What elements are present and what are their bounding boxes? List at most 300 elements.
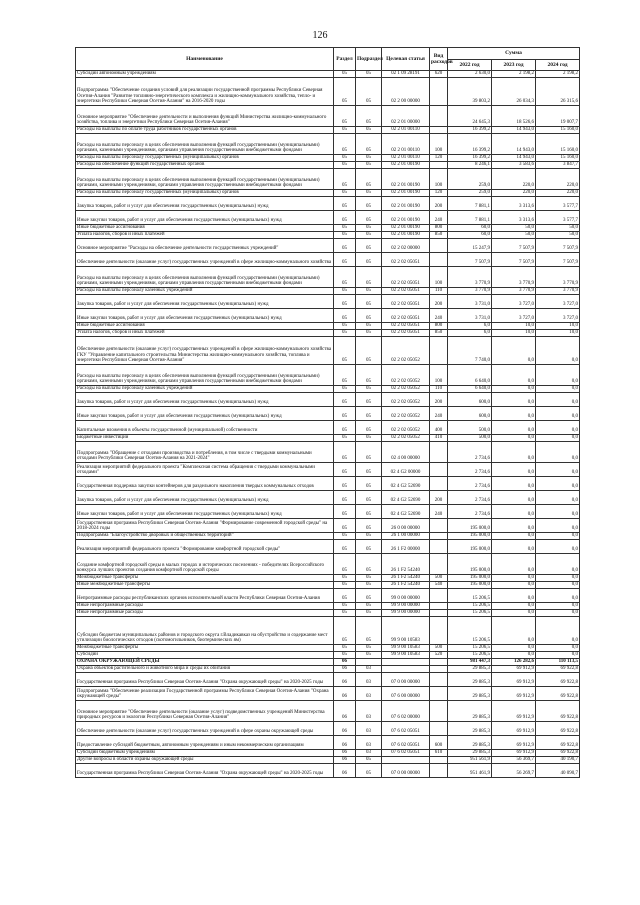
- cell-target-article: 02 4 G2 52690: [382, 477, 430, 491]
- cell-sum-2024: 2 198,2: [536, 71, 580, 78]
- cell-podrazdel: 03: [356, 701, 382, 722]
- cell-sum-2022: 6 640,0: [448, 365, 492, 386]
- cell-target-article: 26 1 00 00000: [382, 533, 430, 540]
- table-row: [76, 519, 580, 533]
- cell-sum-2022: 16 399,2: [448, 127, 492, 134]
- cell-sum-2024: 0,0: [536, 575, 580, 582]
- cell-sum-2022: 6 640,0: [448, 386, 492, 393]
- cell-podrazdel: 05: [356, 330, 382, 337]
- table-row: [76, 365, 580, 386]
- cell-sum-2024: 3 727,0: [536, 309, 580, 323]
- cell-podrazdel: 05: [356, 491, 382, 505]
- cell-expense-type: 100: [430, 365, 448, 386]
- cell-target-article: 02 2 02 05051: [382, 253, 430, 267]
- cell-sum-2024: 0,0: [536, 589, 580, 603]
- cell-razdel: 05: [334, 442, 356, 463]
- table-row: [76, 288, 580, 295]
- cell-sum-2024: 3 847,7: [536, 162, 580, 169]
- cell-name: Обеспечение деятельности (оказание услуг) государственных учреждений в сфере жилищно-коммунального хозяйства ГКУ "Управление капитального строительства Министерства жилищно-коммунального хозяйства, топлива и энергетики Республики Северная Осетия-Алания": [76, 337, 334, 365]
- cell-expense-type: 100: [430, 134, 448, 155]
- table-row: [76, 239, 580, 253]
- cell-razdel: 05: [334, 309, 356, 323]
- cell-sum-2024: 0,0: [536, 603, 580, 610]
- cell-sum-2023: 7 507,9: [492, 253, 536, 267]
- cell-name: Реализация мероприятий федерального проекта "Формирование комфортной городской среды": [76, 540, 334, 554]
- cell-target-article: 26 1 F2 54240: [382, 554, 430, 575]
- header-razdel: Раздел: [334, 48, 356, 71]
- cell-razdel: 05: [334, 197, 356, 211]
- cell-expense-type: 110: [430, 386, 448, 393]
- cell-sum-2023: 0,0: [492, 540, 536, 554]
- cell-name: Иные межбюджетные трансферты: [76, 582, 334, 589]
- table-row: [76, 190, 580, 197]
- cell-razdel: 05: [334, 407, 356, 421]
- cell-sum-2023: 0,0: [492, 442, 536, 463]
- cell-razdel: 05: [334, 463, 356, 477]
- cell-target-article: 99 9 00 10583: [382, 652, 430, 659]
- cell-sum-2024: 69 922,8: [536, 666, 580, 673]
- cell-podrazdel: 05: [356, 533, 382, 540]
- cell-target-article: 07 0 00 00000: [382, 764, 430, 778]
- table-row: [76, 386, 580, 393]
- cell-target-article: 02 2 02 05052: [382, 393, 430, 407]
- cell-razdel: 05: [334, 190, 356, 197]
- cell-sum-2022: 29 885,3: [448, 673, 492, 687]
- cell-podrazdel: [356, 659, 382, 666]
- cell-sum-2024: 3 770,9: [536, 267, 580, 288]
- cell-expense-type: 620: [430, 71, 448, 78]
- cell-expense-type: [430, 722, 448, 736]
- cell-sum-2024: 0,0: [536, 540, 580, 554]
- cell-expense-type: 200: [430, 393, 448, 407]
- cell-sum-2024: 15 160,0: [536, 155, 580, 162]
- cell-target-article: 02 2 02 05052: [382, 421, 430, 435]
- table-row: [76, 337, 580, 365]
- cell-sum-2022: 195 000,0: [448, 540, 492, 554]
- cell-expense-type: [430, 659, 448, 666]
- cell-target-article: 26 0 00 00000: [382, 519, 430, 533]
- cell-target-article: 99 9 00 10583: [382, 617, 430, 645]
- cell-podrazdel: 05: [356, 645, 382, 652]
- cell-podrazdel: 05: [356, 169, 382, 190]
- cell-target-article: 02 2 01 00190: [382, 225, 430, 232]
- table-row: [76, 645, 580, 652]
- header-name: Наименование: [76, 48, 334, 71]
- cell-name: Государственная программа Республики Северная Осетия-Алания "Формирование современной городской среды" на 2018-2024 годы: [76, 519, 334, 533]
- cell-podrazdel: 05: [356, 323, 382, 330]
- cell-sum-2023: 14 943,0: [492, 127, 536, 134]
- cell-sum-2022: 15 206,5: [448, 652, 492, 659]
- cell-sum-2023: 50,0: [492, 225, 536, 232]
- table-row: [76, 757, 580, 764]
- cell-target-article: 02 2 02 05051: [382, 295, 430, 309]
- cell-target-article: 99 9 00 00000: [382, 610, 430, 617]
- cell-sum-2023: 3 770,9: [492, 288, 536, 295]
- cell-sum-2023: 220,0: [492, 190, 536, 197]
- cell-expense-type: [430, 477, 448, 491]
- cell-expense-type: 800: [430, 225, 448, 232]
- table-row: [76, 127, 580, 134]
- cell-sum-2024: 0,0: [536, 491, 580, 505]
- cell-name: Уплата налогов, сборов и иных платежей: [76, 232, 334, 239]
- table-row: [76, 540, 580, 554]
- cell-expense-type: [430, 554, 448, 575]
- cell-sum-2024: 3 577,7: [536, 197, 580, 211]
- cell-sum-2024: 69 922,8: [536, 687, 580, 701]
- cell-sum-2023: 14 943,0: [492, 134, 536, 155]
- cell-sum-2023: 3 727,0: [492, 295, 536, 309]
- cell-sum-2023: 69 912,9: [492, 687, 536, 701]
- cell-name: Иные бюджетные ассигнования: [76, 323, 334, 330]
- cell-sum-2023: 69 912,9: [492, 736, 536, 750]
- cell-podrazdel: 05: [356, 519, 382, 533]
- cell-target-article: 99 9 00 10583: [382, 645, 430, 652]
- cell-sum-2022: 3 770,9: [448, 288, 492, 295]
- cell-expense-type: [430, 463, 448, 477]
- cell-sum-2022: 981 447,3: [448, 659, 492, 666]
- cell-sum-2023: 0,0: [492, 365, 536, 386]
- cell-name: Расходы на обеспечение функций государственных органов: [76, 162, 334, 169]
- cell-target-article: 02 2 01 00110: [382, 155, 430, 162]
- cell-sum-2024: 0,0: [536, 652, 580, 659]
- cell-sum-2024: 0,0: [536, 337, 580, 365]
- cell-expense-type: [430, 617, 448, 645]
- cell-podrazdel: 03: [356, 666, 382, 673]
- cell-razdel: 06: [334, 659, 356, 666]
- cell-sum-2024: 0,0: [536, 645, 580, 652]
- cell-expense-type: 100: [430, 267, 448, 288]
- cell-sum-2024: 0,0: [536, 582, 580, 589]
- cell-sum-2023: 0,0: [492, 491, 536, 505]
- cell-podrazdel: 05: [356, 127, 382, 134]
- cell-name: Государственная программа Республики Северная Осетия-Алания "Охрана окружающей среды" на 2020-2025 годы: [76, 673, 334, 687]
- cell-sum-2023: 10,0: [492, 330, 536, 337]
- cell-sum-2024: 0,0: [536, 610, 580, 617]
- cell-sum-2024: 220,0: [536, 169, 580, 190]
- cell-name: Подпрограмма "Обеспечение реализации Государственной программы Республики Северная Осетия-Алания "Охрана окружающей среды": [76, 687, 334, 701]
- cell-podrazdel: 05: [356, 764, 382, 778]
- budget-table: [75, 47, 580, 778]
- cell-podrazdel: 05: [356, 407, 382, 421]
- cell-razdel: 05: [334, 477, 356, 491]
- cell-podrazdel: 05: [356, 71, 382, 78]
- cell-expense-type: 240: [430, 505, 448, 519]
- cell-target-article: 02 2 02 05051: [382, 309, 430, 323]
- cell-sum-2022: 15 206,5: [448, 589, 492, 603]
- cell-sum-2024: 69 922,8: [536, 673, 580, 687]
- cell-podrazdel: 03: [356, 722, 382, 736]
- cell-name: Иные непрограммные расходы: [76, 610, 334, 617]
- cell-expense-type: 400: [430, 421, 448, 435]
- cell-sum-2023: 26 034,3: [492, 78, 536, 106]
- cell-name: Основное мероприятие "Расходы на обеспечение деятельности государственных учреждений": [76, 239, 334, 253]
- cell-name: ОХРАНА ОКРУЖАЮЩЕЙ СРЕДЫ: [76, 659, 334, 666]
- cell-podrazdel: 05: [356, 652, 382, 659]
- table-row: [76, 589, 580, 603]
- cell-podrazdel: 05: [356, 603, 382, 610]
- cell-sum-2023: 7 507,9: [492, 239, 536, 253]
- cell-razdel: 05: [334, 505, 356, 519]
- cell-target-article: 02 4 G2 52690: [382, 491, 430, 505]
- cell-expense-type: [430, 78, 448, 106]
- cell-razdel: 05: [334, 239, 356, 253]
- cell-expense-type: [430, 442, 448, 463]
- cell-name: Закупка товаров, работ и услуг для обеспечения государственных (муниципальных) нужд: [76, 393, 334, 407]
- cell-razdel: 05: [334, 421, 356, 435]
- cell-name: Основное мероприятие "Обеспечение деятельности и выполнения функций Министерства жилищно-коммунального хозяйства, топлива и энергетики Республики Северная Осетия-Алания": [76, 106, 334, 127]
- cell-name: Межбюджетные трансферты: [76, 575, 334, 582]
- cell-razdel: 06: [334, 701, 356, 722]
- cell-target-article: 02 2 02 05051: [382, 323, 430, 330]
- cell-target-article: 02 2 01 00000: [382, 106, 430, 127]
- cell-name: Подпрограмма "Обеспечение создания условий для реализации государственной программы Республики Северная Осетия-Алания "Развитие топливно-энергетического комплекса и жилищно-коммунального хозяйства, тепло- и энергетики Республики Северная Осетия-Алания" на 2016-2020 годы: [76, 78, 334, 106]
- cell-sum-2023: 69 912,9: [492, 701, 536, 722]
- table-row: [76, 71, 580, 78]
- table-row: [76, 169, 580, 190]
- cell-name: Основное мероприятие "Обеспечение деятельности (оказание услуг) подведомственных учреждений Министерства природных ресурсов и экологии Республики Северная Осетия-Алания": [76, 701, 334, 722]
- cell-razdel: 05: [334, 589, 356, 603]
- table-row: [76, 162, 580, 169]
- cell-sum-2022: 2 734,6: [448, 442, 492, 463]
- cell-razdel: 05: [334, 162, 356, 169]
- cell-sum-2022: 15 206,5: [448, 617, 492, 645]
- cell-podrazdel: 03: [356, 750, 382, 757]
- cell-razdel: 06: [334, 736, 356, 750]
- cell-expense-type: 600: [430, 736, 448, 750]
- cell-sum-2024: 0,0: [536, 533, 580, 540]
- cell-name: Капитальные вложения в объекты государственной (муниципальной) собственности: [76, 421, 334, 435]
- cell-podrazdel: 05: [356, 162, 382, 169]
- cell-sum-2024: 0,0: [536, 463, 580, 477]
- table-row: [76, 505, 580, 519]
- cell-sum-2023: 56 269,7: [492, 764, 536, 778]
- table-row: [76, 582, 580, 589]
- cell-sum-2024: 40 190,7: [536, 757, 580, 764]
- cell-sum-2023: 0,0: [492, 477, 536, 491]
- table-row: [76, 197, 580, 211]
- cell-podrazdel: 05: [356, 225, 382, 232]
- cell-razdel: 05: [334, 288, 356, 295]
- cell-expense-type: [430, 540, 448, 554]
- table-row: [76, 701, 580, 722]
- cell-sum-2023: 0,0: [492, 519, 536, 533]
- cell-name: Иные закупки товаров, работ и услуг для обеспечения государственных (муниципальных) нужд: [76, 211, 334, 225]
- cell-podrazdel: 05: [356, 617, 382, 645]
- cell-sum-2024: 110 113,5: [536, 659, 580, 666]
- header-podrazdel: Подраздел: [356, 48, 382, 71]
- cell-target-article: 99 0 00 00000: [382, 589, 430, 603]
- cell-sum-2022: 7 507,9: [448, 253, 492, 267]
- cell-target-article: 02 2 02 05052: [382, 407, 430, 421]
- cell-name: Обеспечение деятельности (оказание услуг) государственных учреждений в сфере жилищно-коммунального хозяйства: [76, 253, 334, 267]
- cell-sum-2024: 10,0: [536, 323, 580, 330]
- cell-sum-2024: 3 770,9: [536, 288, 580, 295]
- cell-razdel: 06: [334, 764, 356, 778]
- cell-expense-type: [430, 519, 448, 533]
- cell-sum-2022: 259,0: [448, 190, 492, 197]
- cell-sum-2022: 29 885,3: [448, 666, 492, 673]
- cell-target-article: 02 2 00 00000: [382, 78, 430, 106]
- cell-podrazdel: 05: [356, 442, 382, 463]
- cell-podrazdel: 05: [356, 211, 382, 225]
- cell-razdel: 05: [334, 386, 356, 393]
- cell-razdel: 05: [334, 533, 356, 540]
- cell-sum-2024: 7 507,9: [536, 253, 580, 267]
- cell-sum-2023: 220,0: [492, 169, 536, 190]
- cell-target-article: 99 9 00 00000: [382, 603, 430, 610]
- cell-sum-2023: 0,0: [492, 617, 536, 645]
- cell-sum-2022: 2 734,6: [448, 477, 492, 491]
- cell-razdel: 05: [334, 365, 356, 386]
- cell-sum-2023: 0,0: [492, 575, 536, 582]
- cell-target-article: 02 2 01 00190: [382, 162, 430, 169]
- cell-sum-2024: 15 160,0: [536, 127, 580, 134]
- cell-expense-type: [430, 701, 448, 722]
- cell-podrazdel: 05: [356, 288, 382, 295]
- cell-sum-2022: 195 000,0: [448, 575, 492, 582]
- cell-expense-type: [430, 533, 448, 540]
- cell-sum-2024: 26 315,6: [536, 78, 580, 106]
- cell-razdel: 05: [334, 330, 356, 337]
- cell-target-article: 02 2 01 00110: [382, 127, 430, 134]
- cell-name: Предоставление субсидий бюджетным, автономным учреждениям и иным некоммерческим организациям: [76, 736, 334, 750]
- table-row: [76, 533, 580, 540]
- cell-sum-2024: 0,0: [536, 407, 580, 421]
- cell-sum-2023: 126 282,6: [492, 659, 536, 666]
- cell-sum-2023: 0,0: [492, 610, 536, 617]
- cell-sum-2024: 50,0: [536, 232, 580, 239]
- cell-sum-2022: 600,0: [448, 393, 492, 407]
- cell-sum-2022: 600,0: [448, 407, 492, 421]
- cell-sum-2024: 0,0: [536, 393, 580, 407]
- table-row: [76, 435, 580, 442]
- cell-target-article: 07 6 02 05051: [382, 736, 430, 750]
- cell-sum-2022: 24 645,3: [448, 106, 492, 127]
- cell-sum-2023: 0,0: [492, 645, 536, 652]
- cell-target-article: 02 1 09 28191: [382, 71, 430, 78]
- cell-expense-type: 120: [430, 190, 448, 197]
- cell-expense-type: [430, 673, 448, 687]
- cell-target-article: 02 2 02 05052: [382, 365, 430, 386]
- cell-sum-2023: 0,0: [492, 603, 536, 610]
- cell-razdel: 05: [334, 491, 356, 505]
- cell-expense-type: 500: [430, 575, 448, 582]
- cell-razdel: 05: [334, 253, 356, 267]
- table-row: [76, 78, 580, 106]
- cell-expense-type: [430, 106, 448, 127]
- table-row: [76, 267, 580, 288]
- cell-sum-2022: 7 740,0: [448, 337, 492, 365]
- cell-target-article: 02 2 01 00190: [382, 211, 430, 225]
- table-row: [76, 764, 580, 778]
- cell-razdel: 06: [334, 750, 356, 757]
- table-row: [76, 575, 580, 582]
- cell-expense-type: [430, 687, 448, 701]
- cell-razdel: 05: [334, 603, 356, 610]
- page-number: 126: [312, 30, 328, 41]
- cell-name: Расходы на выплаты по оплате труда работников государственных органов: [76, 127, 334, 134]
- cell-sum-2024: 69 922,8: [536, 722, 580, 736]
- cell-podrazdel: 05: [356, 757, 382, 764]
- cell-sum-2024: 0,0: [536, 365, 580, 386]
- cell-sum-2023: 50,0: [492, 232, 536, 239]
- cell-name: Расходы на выплаты персоналу казенных учреждений: [76, 288, 334, 295]
- cell-razdel: 05: [334, 645, 356, 652]
- cell-sum-2024: 0,0: [536, 435, 580, 442]
- cell-razdel: 05: [334, 582, 356, 589]
- cell-podrazdel: 05: [356, 477, 382, 491]
- cell-target-article: 02 2 01 00190: [382, 197, 430, 211]
- cell-sum-2023: 3 313,6: [492, 211, 536, 225]
- table-row: [76, 652, 580, 659]
- cell-name: Закупка товаров, работ и услуг для обеспечения государственных (муниципальных) нужд: [76, 197, 334, 211]
- cell-sum-2023: 69 912,9: [492, 666, 536, 673]
- cell-podrazdel: 05: [356, 463, 382, 477]
- table-row: [76, 155, 580, 162]
- cell-podrazdel: 05: [356, 295, 382, 309]
- table-row: [76, 554, 580, 575]
- cell-expense-type: 540: [430, 582, 448, 589]
- cell-target-article: 26 1 F2 54240: [382, 575, 430, 582]
- cell-name: Бюджетные инвестиции: [76, 435, 334, 442]
- table-row: [76, 442, 580, 463]
- cell-expense-type: [430, 162, 448, 169]
- cell-podrazdel: 05: [356, 610, 382, 617]
- cell-sum-2022: 2 630,0: [448, 71, 492, 78]
- table-row: [76, 666, 580, 673]
- cell-sum-2022: 29 885,3: [448, 736, 492, 750]
- cell-sum-2022: 15 206,5: [448, 603, 492, 610]
- cell-razdel: 06: [334, 722, 356, 736]
- cell-sum-2022: 2 734,6: [448, 491, 492, 505]
- cell-podrazdel: 05: [356, 239, 382, 253]
- cell-sum-2024: 0,0: [536, 421, 580, 435]
- cell-target-article: 26 1 F2 54240: [382, 582, 430, 589]
- cell-sum-2022: 500,0: [448, 421, 492, 435]
- cell-sum-2023: 3 583,6: [492, 162, 536, 169]
- cell-expense-type: 610: [430, 750, 448, 757]
- cell-sum-2022: 15 247,9: [448, 239, 492, 253]
- cell-name: Межбюджетные трансферты: [76, 645, 334, 652]
- cell-sum-2024: 0,0: [536, 477, 580, 491]
- cell-podrazdel: 05: [356, 421, 382, 435]
- header-sum: Сумма: [448, 48, 580, 60]
- cell-sum-2022: 951 461,9: [448, 764, 492, 778]
- cell-sum-2023: 18 526,6: [492, 106, 536, 127]
- cell-sum-2022: 951 561,9: [448, 757, 492, 764]
- cell-sum-2024: 40 090,7: [536, 764, 580, 778]
- cell-name: Расходы на выплаты персоналу государственных (муниципальных) органов: [76, 190, 334, 197]
- cell-sum-2023: 0,0: [492, 421, 536, 435]
- cell-sum-2023: 3 727,0: [492, 309, 536, 323]
- cell-podrazdel: 05: [356, 365, 382, 386]
- table-row: [76, 617, 580, 645]
- cell-expense-type: 240: [430, 211, 448, 225]
- cell-sum-2024: 69 922,8: [536, 750, 580, 757]
- cell-razdel: 05: [334, 610, 356, 617]
- cell-sum-2023: 0,0: [492, 337, 536, 365]
- cell-sum-2022: 195 000,0: [448, 582, 492, 589]
- cell-target-article: 02 2 01 00110: [382, 134, 430, 155]
- cell-target-article: 02 2 02 05051: [382, 330, 430, 337]
- cell-expense-type: 850: [430, 330, 448, 337]
- cell-podrazdel: 03: [356, 673, 382, 687]
- cell-expense-type: [430, 757, 448, 764]
- cell-sum-2022: 3 731,0: [448, 295, 492, 309]
- cell-sum-2023: 0,0: [492, 393, 536, 407]
- cell-sum-2023: 0,0: [492, 589, 536, 603]
- cell-podrazdel: 05: [356, 386, 382, 393]
